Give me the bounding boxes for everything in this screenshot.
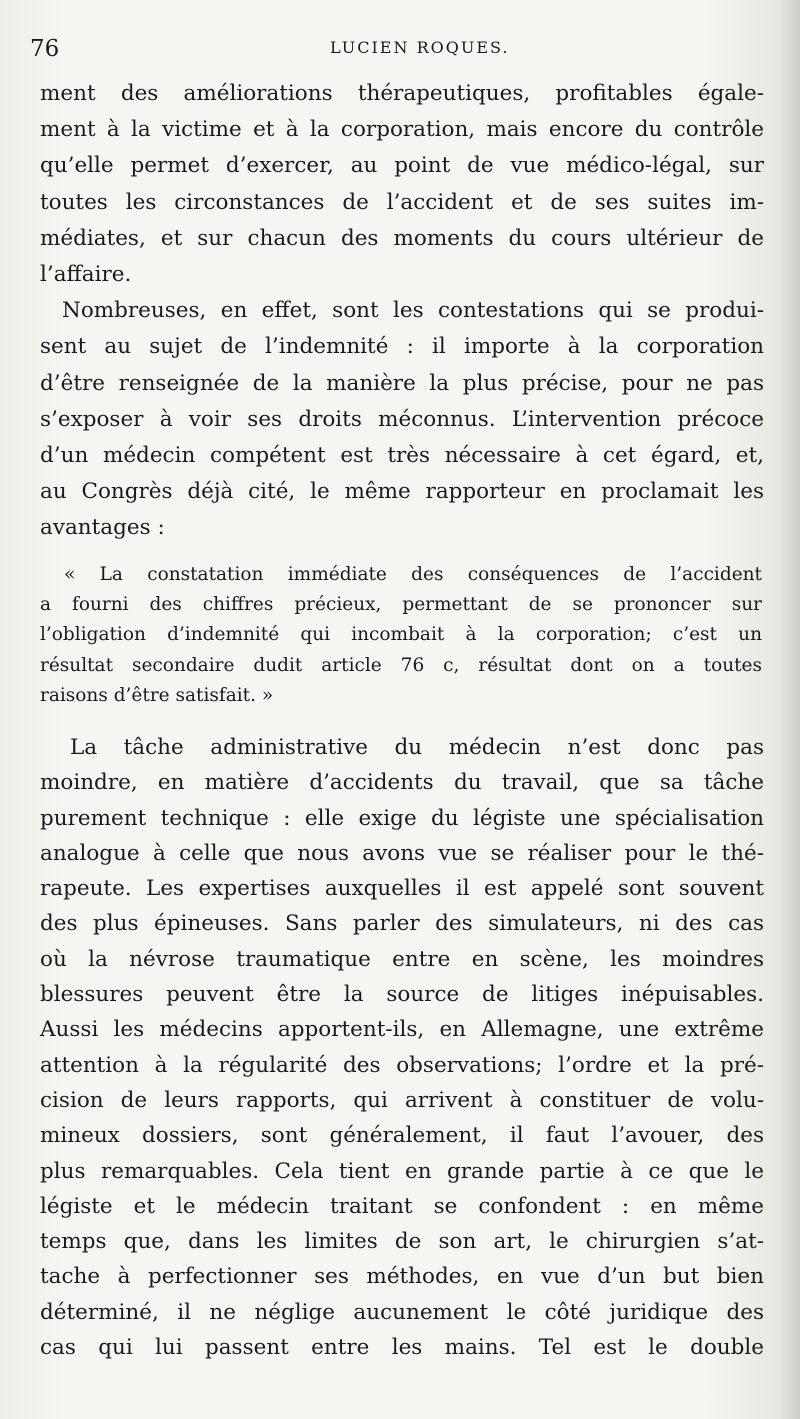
text-line: ment des améliorations thérapeutiques, profitables égale-	[40, 81, 764, 106]
text-line: La tâche administrative du médecin n’est donc pas	[70, 735, 764, 760]
quote-line: résultat secondaire dudit article 76 c, résultat dont on a toutes	[40, 654, 762, 676]
text-line: rapeute. Les expertises auxquelles il est appelé sont souvent	[40, 876, 764, 902]
text-line: moindre, en matière d’accidents du travail, que sa tâche	[40, 770, 764, 796]
text-line: des plus épineuses. Sans parler des simulateurs, ni des cas	[40, 911, 764, 937]
text-line: légiste et le médecin traitant se confondent : en même	[40, 1193, 764, 1219]
text-line: au Congrès déjà cité, le même rapporteur en proclamait les	[40, 479, 764, 505]
text-line: purement technique : elle exige du légiste une spécialisation	[40, 805, 764, 831]
text-line: tache à perfectionner ses méthodes, en vue d’un but bien	[40, 1264, 764, 1290]
text-line: cas qui lui passent entre les mains. Tel est le double	[40, 1335, 764, 1361]
text-line: d’un médecin compétent est très nécessaire à cet égard, et,	[40, 442, 764, 468]
running-head: LUCIEN ROQUES.	[330, 38, 510, 57]
text-line: Aussi les médecins apportent-ils, en Allemagne, une extrême	[40, 1017, 764, 1043]
quote-line: l’obligation d’indemnité qui incombait à la corporation; c’est un	[40, 624, 762, 646]
text-line: attention à la régularité des observations; l’ordre et la pré-	[40, 1052, 764, 1078]
text-line: s’exposer à voir ses droits méconnus. L’intervention précoce	[40, 406, 764, 432]
page-edge-shadow	[778, 0, 800, 1419]
body-text-bottom	[40, 730, 764, 1365]
text-line: ment à la victime et à la corporation, mais encore du contrôle	[40, 117, 764, 143]
text-line: plus remarquables. Cela tient en grande partie à ce que le	[40, 1158, 764, 1184]
quote-line: raisons d’être satisfait. »	[40, 684, 274, 706]
page-number: 76	[30, 36, 60, 62]
text-line: cision de leurs rapports, qui arrivent à constituer de volu-	[40, 1087, 764, 1113]
text-line: déterminé, il ne néglige aucunement le côté juridique des	[40, 1299, 764, 1325]
text-line: temps que, dans les limites de son art, le chirurgien s’at-	[40, 1229, 764, 1255]
text-line: toutes les circonstances de l’accident et de ses suites im-	[40, 189, 764, 215]
text-line: Nombreuses, en effet, sont les contestations qui se produi-	[62, 298, 764, 324]
text-line: où la névrose traumatique entre en scène, les moindres	[40, 946, 764, 972]
body-text-top	[40, 76, 764, 546]
block-quote	[40, 560, 762, 711]
text-line: l’affaire.	[40, 261, 132, 287]
paragraph	[40, 293, 764, 546]
text-line: mineux dossiers, sont généralement, il faut l’avouer, des	[40, 1123, 764, 1149]
page-header	[30, 36, 770, 66]
text-line: avantages :	[40, 515, 165, 541]
text-line: sent au sujet de l’indemnité : il importe à la corporation	[40, 334, 764, 360]
text-line: d’être renseignée de la manière la plus précise, pour ne pas	[40, 370, 764, 396]
text-line: médiates, et sur chacun des moments du cours ultérieur de	[40, 225, 764, 251]
text-line: analogue à celle que nous avons vue se réaliser pour le thé-	[40, 840, 764, 866]
text-line: blessures peuvent être la source de litiges inépuisables.	[40, 982, 764, 1008]
text-line: qu’elle permet d’exercer, au point de vue médico-légal, sur	[40, 153, 764, 179]
paragraph	[40, 76, 764, 293]
quote-line: a fourni des chiffres précieux, permettant de se prononcer sur	[40, 594, 762, 616]
quote-line: « La constatation immédiate des conséquences de l’accident	[64, 564, 762, 585]
